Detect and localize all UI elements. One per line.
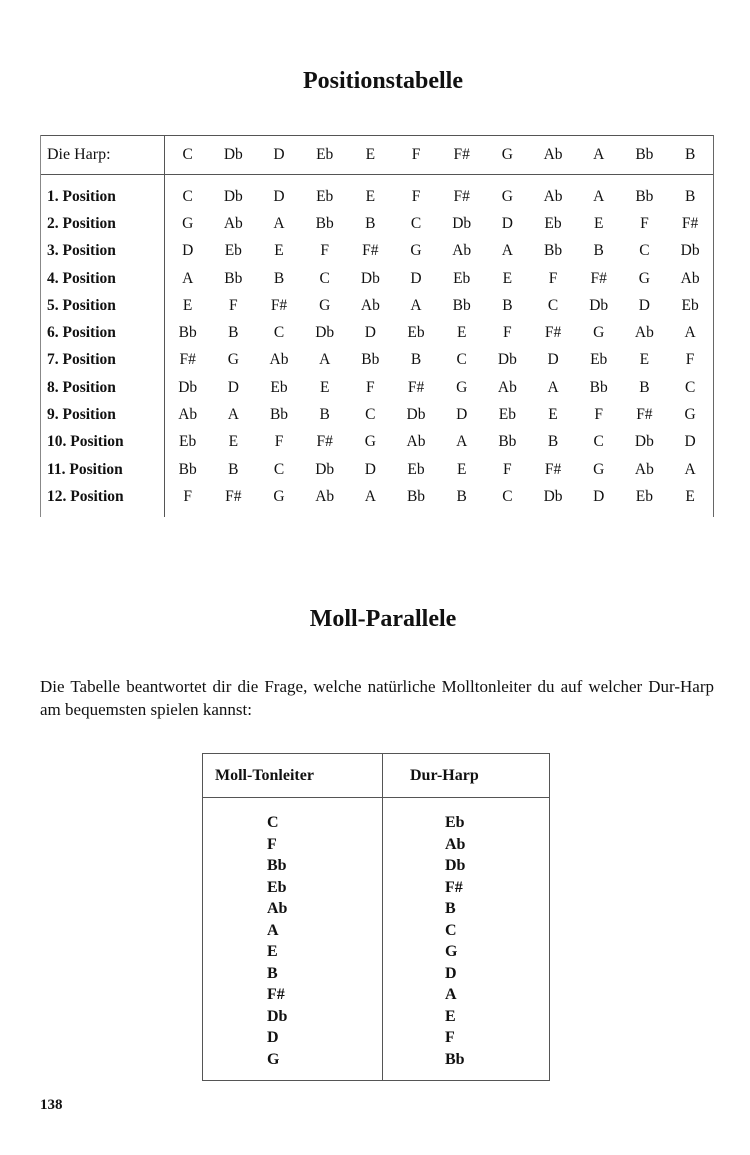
position-note-cell: D bbox=[227, 378, 239, 396]
harp-col-header: A bbox=[593, 146, 605, 163]
position-note-cell: Eb bbox=[453, 269, 471, 287]
position-note-cell: G bbox=[364, 433, 376, 451]
harp-col-header: Ab bbox=[543, 146, 563, 163]
position-note-cell: D bbox=[182, 242, 194, 260]
minor-scale-item: G bbox=[267, 1050, 280, 1068]
position-row bbox=[41, 374, 714, 401]
position-note-cell: Db bbox=[360, 269, 380, 287]
minor-scale-item: Ab bbox=[267, 900, 288, 917]
position-label: 6. Position bbox=[41, 319, 165, 346]
minor-scale-item: Bb bbox=[267, 857, 287, 874]
position-note-cell: Db bbox=[667, 238, 713, 265]
dur-column bbox=[383, 798, 550, 1081]
position-note-cell: B bbox=[502, 296, 513, 314]
major-harp-item: Bb bbox=[445, 1050, 465, 1068]
position-note-cell: F# bbox=[179, 351, 196, 369]
position-note-cell: A bbox=[501, 242, 513, 260]
minor-scale-item: B bbox=[267, 964, 278, 982]
position-note-cell: G bbox=[273, 487, 285, 505]
position-note-cell: A bbox=[410, 296, 422, 314]
position-note-cell: F bbox=[548, 269, 558, 287]
harp-col-header: E bbox=[365, 146, 376, 163]
position-note-cell: C bbox=[319, 269, 330, 287]
position-label: 10. Position bbox=[41, 429, 165, 456]
position-note-cell: C bbox=[182, 187, 193, 205]
position-note-cell: E bbox=[319, 378, 330, 396]
dur-harp-header: Dur-Harp bbox=[383, 754, 550, 798]
harp-col-header: D bbox=[273, 146, 285, 163]
harp-col-header: F# bbox=[453, 146, 470, 163]
intro-paragraph: Die Tabelle beantwortet dir die Frage, welche natürliche Molltonleiter du auf welcher Dur-Harp am bequemsten spielen kannst: bbox=[40, 677, 714, 719]
position-row bbox=[41, 347, 714, 374]
position-table-body bbox=[41, 175, 714, 517]
position-note-cell: C bbox=[273, 324, 285, 342]
position-note-cell: D bbox=[501, 214, 513, 232]
position-note-cell: F# bbox=[636, 406, 653, 424]
position-note-cell: Eb bbox=[635, 487, 653, 505]
position-note-cell: G bbox=[227, 351, 239, 369]
position-note-cell: F bbox=[366, 378, 375, 396]
position-note-cell: Ab bbox=[543, 187, 563, 205]
position-row bbox=[41, 265, 714, 292]
position-label: 5. Position bbox=[41, 292, 165, 319]
position-label: 1. Position bbox=[41, 175, 165, 211]
position-note-cell: F# bbox=[667, 210, 713, 237]
position-note-cell: Db bbox=[178, 378, 198, 396]
position-note-cell: Bb bbox=[315, 214, 334, 232]
position-label: 11. Position bbox=[41, 456, 165, 483]
position-note-cell: F bbox=[183, 487, 192, 505]
position-label: 2. Position bbox=[41, 210, 165, 237]
position-note-cell: B bbox=[228, 460, 239, 478]
major-harp-item: D bbox=[445, 964, 457, 982]
minor-scale-list bbox=[204, 812, 381, 1070]
moll-table-header bbox=[203, 754, 550, 798]
position-note-cell: Db bbox=[589, 296, 609, 314]
position-note-cell: F# bbox=[362, 242, 379, 260]
position-row bbox=[41, 456, 714, 483]
position-note-cell: Ab bbox=[667, 265, 713, 292]
position-note-cell: Eb bbox=[407, 324, 425, 342]
position-note-cell: Ab bbox=[178, 406, 198, 424]
harp-col-header: Db bbox=[223, 146, 243, 163]
position-note-cell: Db bbox=[315, 460, 335, 478]
position-note-cell: G bbox=[638, 269, 650, 287]
position-table-header bbox=[41, 136, 714, 175]
position-note-cell: Db bbox=[634, 433, 654, 451]
position-note-cell: A bbox=[182, 269, 194, 287]
position-note-cell: F bbox=[640, 214, 649, 232]
position-note-cell: Db bbox=[452, 214, 472, 232]
position-note-cell: F# bbox=[225, 487, 242, 505]
minor-scale-item: A bbox=[267, 921, 279, 939]
position-note-cell: B bbox=[593, 242, 604, 260]
position-note-cell: Db bbox=[543, 487, 563, 505]
position-note-cell: Eb bbox=[316, 187, 334, 205]
position-note-cell: F# bbox=[544, 324, 562, 342]
position-note-cell: E bbox=[456, 460, 467, 478]
position-note-cell: D bbox=[364, 324, 376, 342]
position-label: 4. Position bbox=[41, 265, 165, 292]
position-note-cell: D bbox=[593, 487, 605, 505]
major-harp-item: Eb bbox=[445, 814, 465, 831]
position-note-cell: E bbox=[639, 351, 650, 369]
position-note-cell: A bbox=[667, 319, 713, 346]
position-row bbox=[41, 401, 714, 428]
position-note-cell: Bb bbox=[361, 351, 380, 369]
position-note-cell: F# bbox=[316, 433, 333, 451]
major-harp-item: Ab bbox=[445, 835, 466, 853]
position-note-cell: Ab bbox=[223, 214, 243, 232]
position-note-cell: F bbox=[274, 433, 284, 451]
page-number: 138 bbox=[40, 1097, 63, 1113]
minor-scale-item: F bbox=[267, 835, 277, 853]
position-note-cell: A bbox=[593, 187, 605, 205]
position-note-cell: B bbox=[456, 487, 467, 505]
position-note-cell: B bbox=[228, 324, 239, 342]
position-note-cell: E bbox=[548, 406, 558, 424]
position-row bbox=[41, 210, 714, 237]
position-note-cell: F# bbox=[407, 378, 425, 396]
position-note-cell: Bb bbox=[178, 460, 197, 478]
position-note-cell: G bbox=[593, 324, 605, 342]
position-note-cell: F bbox=[229, 296, 238, 314]
position-label: 9. Position bbox=[41, 401, 165, 428]
position-note-cell: C bbox=[639, 242, 650, 260]
position-row bbox=[41, 319, 714, 346]
position-note-cell: A bbox=[547, 378, 559, 396]
position-note-cell: Bb bbox=[178, 324, 197, 342]
major-harp-list bbox=[384, 812, 548, 1070]
position-note-cell: D bbox=[547, 351, 559, 369]
major-harp-item: C bbox=[445, 921, 457, 939]
position-note-cell: E bbox=[182, 296, 193, 314]
major-harp-item: E bbox=[445, 1007, 456, 1025]
position-note-cell: E bbox=[365, 187, 376, 205]
position-note-cell: B bbox=[639, 378, 650, 396]
minor-scale-item: Eb bbox=[267, 878, 287, 896]
position-note-cell: Ab bbox=[360, 296, 380, 314]
position-note-cell: E bbox=[456, 324, 467, 342]
position-note-cell: B bbox=[319, 406, 330, 424]
minor-scale-item: C bbox=[267, 814, 279, 831]
moll-table-body-row bbox=[203, 798, 550, 1081]
position-table bbox=[40, 135, 714, 517]
position-note-cell: C bbox=[410, 214, 422, 232]
position-note-cell: Bb bbox=[406, 487, 426, 505]
position-note-cell: C bbox=[365, 406, 376, 424]
major-harp-item: G bbox=[445, 943, 458, 960]
harp-col-header: F bbox=[411, 146, 421, 163]
position-note-cell: Ab bbox=[497, 378, 517, 396]
harp-col-header: G bbox=[501, 146, 513, 163]
position-row bbox=[41, 429, 714, 456]
position-note-cell: Db bbox=[223, 187, 243, 205]
major-harp-item: F# bbox=[445, 878, 463, 896]
position-note-cell: Ab bbox=[452, 242, 472, 260]
position-note-cell: E bbox=[274, 242, 284, 260]
harp-col-header: C bbox=[182, 146, 193, 163]
moll-tonleiter-header: Moll-Tonleiter bbox=[203, 754, 383, 798]
moll-parallel-table bbox=[202, 753, 550, 1081]
position-note-cell: B bbox=[273, 269, 285, 287]
position-note-cell: Eb bbox=[270, 378, 288, 396]
position-row bbox=[41, 238, 714, 265]
position-note-cell: F# bbox=[590, 269, 607, 287]
position-note-cell: D bbox=[456, 406, 468, 424]
position-note-cell: E bbox=[667, 483, 713, 516]
position-note-cell: A bbox=[319, 351, 331, 369]
position-note-cell: A bbox=[667, 456, 713, 483]
position-note-cell: Db bbox=[497, 351, 517, 369]
position-note-cell: Eb bbox=[590, 351, 608, 369]
position-note-cell: Bb bbox=[452, 296, 471, 314]
position-note-cell: A bbox=[456, 433, 468, 451]
position-note-cell: C bbox=[456, 351, 467, 369]
position-note-cell: D bbox=[667, 429, 713, 456]
position-note-cell: B bbox=[410, 351, 422, 369]
minor-scale-item: E bbox=[267, 943, 278, 960]
position-note-cell: E bbox=[502, 269, 513, 287]
position-note-cell: C bbox=[502, 487, 513, 505]
position-note-cell: F bbox=[594, 406, 604, 424]
position-note-cell: Ab bbox=[634, 324, 654, 342]
position-note-cell: A bbox=[273, 214, 285, 232]
position-note-cell: D bbox=[638, 296, 650, 314]
major-harp-item: B bbox=[445, 900, 456, 917]
minor-scale-item: Db bbox=[267, 1007, 288, 1025]
position-note-cell: Bb bbox=[589, 378, 608, 396]
position-note-cell: F bbox=[503, 324, 512, 342]
position-note-cell: Eb bbox=[407, 460, 425, 478]
moll-column bbox=[203, 798, 383, 1081]
position-note-cell: C bbox=[667, 374, 713, 401]
position-note-cell: Eb bbox=[179, 433, 197, 451]
position-note-cell: G bbox=[593, 460, 605, 478]
position-note-cell: Db bbox=[315, 324, 335, 342]
major-harp-item: A bbox=[445, 986, 457, 1003]
position-note-cell: E bbox=[228, 433, 239, 451]
position-note-cell: F# bbox=[544, 460, 562, 478]
harp-col-header: B bbox=[667, 136, 713, 175]
position-note-cell: G bbox=[319, 296, 331, 314]
page-title-positionstabelle: Positionstabelle bbox=[303, 68, 463, 94]
position-note-cell: F bbox=[667, 347, 713, 374]
position-note-cell: Ab bbox=[269, 351, 289, 369]
minor-scale-item: D bbox=[267, 1029, 279, 1046]
position-row bbox=[41, 292, 714, 319]
major-harp-item: Db bbox=[445, 857, 466, 874]
position-note-cell: Bb bbox=[635, 187, 654, 205]
position-note-cell: G bbox=[456, 378, 468, 396]
position-note-cell: C bbox=[547, 296, 559, 314]
position-label: 12. Position bbox=[41, 483, 165, 516]
position-note-cell: C bbox=[593, 433, 604, 451]
position-note-cell: D bbox=[364, 460, 376, 478]
position-note-cell: E bbox=[593, 214, 604, 232]
position-note-cell: Eb bbox=[544, 214, 562, 232]
position-note-cell: F bbox=[320, 242, 329, 260]
position-note-cell: Ab bbox=[315, 487, 335, 505]
position-note-cell: Db bbox=[406, 406, 426, 424]
position-note-cell: Bb bbox=[498, 433, 517, 451]
position-note-cell: D bbox=[273, 187, 285, 205]
position-note-cell: B bbox=[547, 433, 559, 451]
position-note-cell: B bbox=[667, 175, 713, 211]
position-note-cell: C bbox=[273, 460, 285, 478]
position-note-cell: F bbox=[503, 460, 512, 478]
position-label: 7. Position bbox=[41, 347, 165, 374]
position-note-cell: Bb bbox=[224, 269, 243, 287]
position-note-cell: Ab bbox=[406, 433, 426, 451]
harp-header-label: Die Harp: bbox=[41, 136, 165, 175]
position-note-cell: Eb bbox=[498, 406, 516, 424]
position-row bbox=[41, 483, 714, 516]
position-note-cell: Eb bbox=[667, 292, 713, 319]
position-note-cell: B bbox=[365, 214, 376, 232]
position-label: 8. Position bbox=[41, 374, 165, 401]
position-label: 3. Position bbox=[41, 238, 165, 265]
position-row bbox=[41, 175, 714, 211]
position-note-cell: F bbox=[411, 187, 421, 205]
harp-col-header: Eb bbox=[316, 146, 334, 163]
position-note-cell: F# bbox=[453, 187, 470, 205]
position-note-cell: Bb bbox=[543, 242, 563, 260]
page-title-moll-parallele: Moll-Parallele bbox=[309, 606, 457, 632]
position-note-cell: F# bbox=[270, 296, 288, 314]
position-note-cell: A bbox=[227, 406, 239, 424]
major-harp-item: F bbox=[445, 1029, 455, 1046]
minor-scale-item: F# bbox=[267, 986, 285, 1003]
position-note-cell: G bbox=[501, 187, 513, 205]
position-note-cell: D bbox=[410, 269, 422, 287]
position-note-cell: Bb bbox=[269, 406, 289, 424]
position-note-cell: G bbox=[410, 242, 422, 260]
position-note-cell: Ab bbox=[634, 460, 654, 478]
position-note-cell: Eb bbox=[224, 242, 242, 260]
position-note-cell: A bbox=[364, 487, 376, 505]
position-note-cell: G bbox=[667, 401, 713, 428]
harp-col-header: Bb bbox=[635, 146, 654, 163]
position-note-cell: G bbox=[182, 214, 194, 232]
